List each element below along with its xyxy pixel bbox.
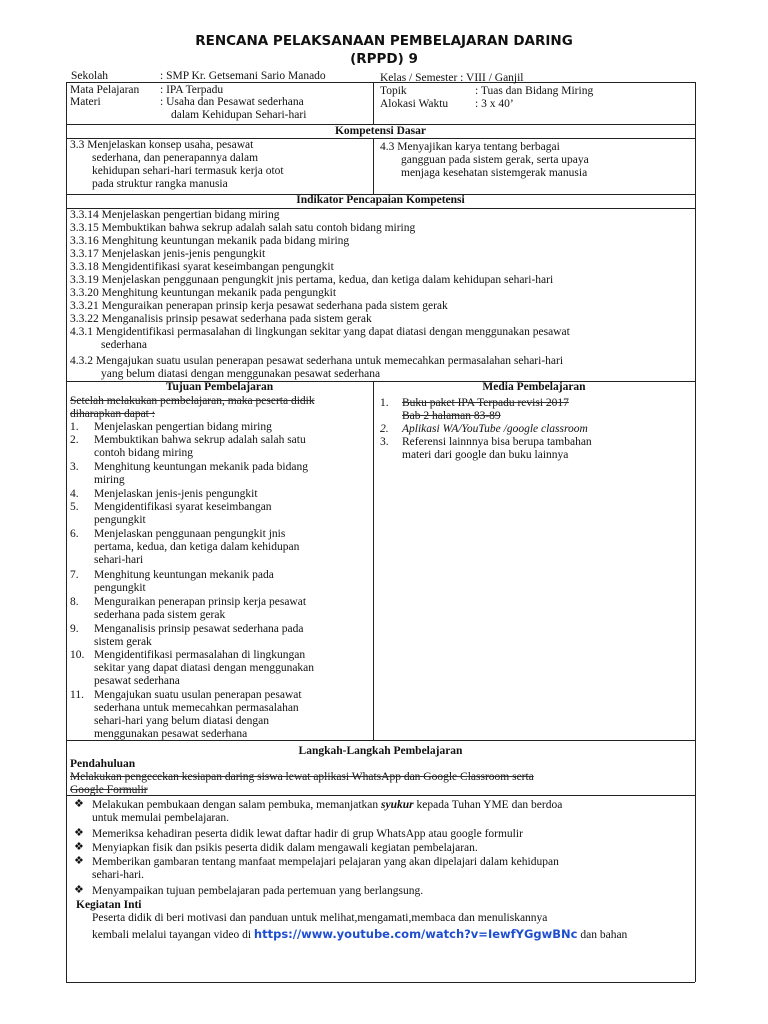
tujuan-num: 5. [70,501,79,513]
tujuan-line: Mengajukan suatu usulan penerapan pesawat [94,689,302,701]
indikator-item-cont: yang belum diatasi dengan menggunakan pesawat sederhana [101,368,381,380]
indikator-item: 3.3.22 Menganalisis prinsip pesawat sederhana pada sistem gerak [70,313,372,325]
bullet-icon: ❖ [74,827,84,839]
tujuan-num: 10. [70,649,85,661]
kompetensi-heading: Kompetensi Dasar [334,125,427,137]
pendahuluan-bullet: Menyampaikan tujuan pembelajaran pada pertemuan yang berlangsung. [92,885,424,897]
tujuan-line: pengungkit [94,514,146,526]
indikator-item: 3.3.14 Menjelaskan pengertian bidang miring [70,209,280,221]
tujuan-num: 2. [70,434,79,446]
indikator-item-cont: sederhana [101,339,147,351]
tujuan-line: miring [94,474,125,486]
mapel-label: Mata Pelajaran [70,84,140,96]
pendahuluan-text: Google Formulir [70,784,148,796]
media-item-cont: materi dari google dan buku lainnya [402,449,569,461]
kd3-line: kehidupan sehari-hari termasuk kerja otot [92,165,284,177]
sekolah-label: Sekolah [71,70,109,82]
kd4-line: gangguan pada sistem gerak, serta upaya [401,154,589,166]
tujuan-line: pertama, kedua, dan ketiga dalam kehidupan [94,541,300,553]
pendahuluan-bullet: Memeriksa kehadiran peserta didik lewat daftar hadir di grup WhatsApp atau google formulir [92,828,523,840]
pendahuluan-text: Melakukan pengecekan kesiapan daring siswa lewat aplikasi WhatsApp dan Google Classroom serta [70,771,534,783]
kegiatan-inti-text: Peserta didik di beri motivasi dan panduan untuk melihat,mengamati,membaca dan menuliskannya [92,912,548,924]
kd3-line: 3.3 Menjelaskan konsep usaha, pesawat [70,139,254,151]
media-item: Buku paket IPA Terpadu revisi 2017 [402,397,569,409]
tujuan-line: sederhana pada sistem gerak [94,609,226,621]
tujuan-heading: Tujuan Pembelajaran [165,381,274,393]
pendahuluan-heading: Pendahuluan [70,758,136,770]
tujuan-line: Menguraikan penerapan prinsip kerja pesawat [94,596,307,608]
tujuan-line: pesawat sederhana [94,675,180,687]
tujuan-line: Menghitung keuntungan mekanik pada bidang [94,461,308,473]
sekolah-value: : SMP Kr. Getsemani Sario Manado [160,70,326,82]
tujuan-line: Mengidentifikasi syarat keseimbangan [94,501,272,513]
pendahuluan-bullet-cont: sehari-hari. [92,869,145,881]
indikator-item: 3.3.15 Membuktikan bahwa sekrup adalah salah satu contoh bidang miring [70,222,416,234]
tujuan-intro: Setelah melakukan pembelajaran, maka peserta didik [70,395,315,407]
tujuan-num: 1. [70,421,79,433]
tujuan-num: 6. [70,528,79,540]
tujuan-line: pengungkit [94,582,146,594]
indikator-item: 3.3.18 Mengidentifikasi syarat keseimbangan pengungkit [70,261,334,273]
indikator-item: 3.3.19 Menjelaskan penggunaan pengungkit jnis pertama, kedua, dan ketiga dalam kehidupan sehari-hari [70,274,554,286]
table-left-border [66,82,67,982]
media-heading: Media Pembelajaran [482,381,586,393]
kd3-line: pada struktur rangka manusia [92,178,228,190]
kd3-line: sederhana, dan penerapannya dalam [92,152,259,164]
indikator-item: 4.3.2 Mengajukan suatu usulan penerapan pesawat sederhana untuk memecahkan permasalahan sehari-hari [70,355,564,367]
media-num: 2. [380,423,389,435]
indikator-item: 4.3.1 Mengidentifikasi permasalahan di lingkungan sekitar yang dapat diatasi dengan menggunakan pesawat [70,326,570,338]
tujuan-media-divider [373,381,374,740]
indikator-item: 3.3.17 Menjelaskan jenis-jenis pengungkit [70,248,266,260]
indikator-item: 3.3.21 Menguraikan penerapan prinsip kerja pesawat sederhana pada sistem gerak [70,300,448,312]
table-right-border [695,82,696,982]
info-divider [373,82,374,124]
tujuan-line: sekitar yang dapat diatasi dengan menggunakan [94,662,315,674]
kegiatan-inti-heading: Kegiatan Inti [76,899,142,911]
tujuan-line: sehari-hari [94,554,144,566]
materi-value-1: : Usaha dan Pesawat sederhana [160,96,304,108]
media-num: 1. [380,397,389,409]
pendahuluan-bullet-cont: untuk memulai pembelajaran. [92,812,229,824]
bullet-icon: ❖ [74,798,84,810]
kd-divider [373,138,374,194]
tujuan-line: Mengidentifikasi permasalahan di lingkungan [94,649,306,661]
kelas-semester: Kelas / Semester : VIII / Ganjil [380,72,524,84]
row-divider [66,795,695,796]
indikator-heading: Indikator Pencapaian Kompetensi [296,194,465,206]
tujuan-line: contoh bidang miring [94,447,194,459]
table-bottom-border [66,982,695,983]
bullet-icon: ❖ [74,841,84,853]
topik-label: Topik [380,85,407,97]
media-item: Aplikasi WA/YouTube /google classroom [402,423,588,435]
page-title: RENCANA PELAKSANAAN PEMBELAJARAN DARING [195,33,573,49]
kegiatan-inti-text: kembali melalui tayangan video di https://www.youtube.com/watch?v=IewfYGgwBNc dan bahan [92,927,628,941]
kd4-line: menjaga kesehatan sistemgerak manusia [401,167,588,179]
tujuan-num: 8. [70,596,79,608]
alokasi-value: : 3 x 40’ [475,98,514,110]
indikator-item: 3.3.16 Menghitung keuntungan mekanik pada bidang miring [70,235,350,247]
table-top-border [66,82,695,83]
tujuan-num: 7. [70,569,79,581]
tujuan-line: sistem gerak [94,636,152,648]
tujuan-num: 11. [70,689,84,701]
media-item-cont: Bab 2 halaman 83-89 [402,410,501,422]
materi-label: Materi [70,96,101,108]
materi-value-2: dalam Kehidupan Sehari-hari [171,109,307,121]
youtube-link[interactable]: https://www.youtube.com/watch?v=IewfYGgwBNc [253,927,578,941]
tujuan-num: 9. [70,623,79,635]
bullet-icon: ❖ [74,884,84,896]
tujuan-intro: diharapkan dapat : [70,408,155,420]
tujuan-line: Menganalisis prinsip pesawat sederhana pada [94,623,304,635]
tujuan-num: 4. [70,488,79,500]
page-subtitle: (RPPD) 9 [350,51,418,67]
media-item: Referensi lainnnya bisa berupa tambahan [402,436,592,448]
langkah-heading: Langkah-Langkah Pembelajaran [298,745,463,757]
kd4-line: 4.3 Menyajikan karya tentang berbagai [380,141,560,153]
tujuan-line: Menjelaskan penggunaan pengungkit jnis [94,528,286,540]
topik-value: : Tuas dan Bidang Miring [475,85,594,97]
tujuan-line: Membuktikan bahwa sekrup adalah salah satu [94,434,306,446]
alokasi-label: Alokasi Waktu [380,98,449,110]
bullet-icon: ❖ [74,855,84,867]
media-num: 3. [380,436,389,448]
tujuan-line: Menjelaskan pengertian bidang miring [94,421,272,433]
pendahuluan-bullet: Memberikan gambaran tentang manfaat mempelajari pelajaran yang akan dipelajari dalam kehidupan [92,856,559,868]
tujuan-line: menggunakan pesawat sederhana [94,728,248,740]
tujuan-line: Menjelaskan jenis-jenis pengungkit [94,488,258,500]
tujuan-line: sederhana untuk memecahkan permasalahan [94,702,299,714]
tujuan-num: 3. [70,461,79,473]
indikator-item: 3.3.20 Menghitung keuntungan mekanik pada pengungkit [70,287,337,299]
tujuan-line: sehari-hari yang belum diatasi dengan [94,715,269,727]
pendahuluan-bullet: Melakukan pembukaan dengan salam pembuka, memanjatkan syukur kepada Tuhan YME dan berdoa [92,799,563,811]
pendahuluan-bullet: Menyiapkan fisik dan psikis peserta didik dalam mengawali kegiatan pembelajaran. [92,842,478,854]
tujuan-line: Menghitung keuntungan mekanik pada [94,569,274,581]
mapel-value: : IPA Terpadu [160,84,224,96]
